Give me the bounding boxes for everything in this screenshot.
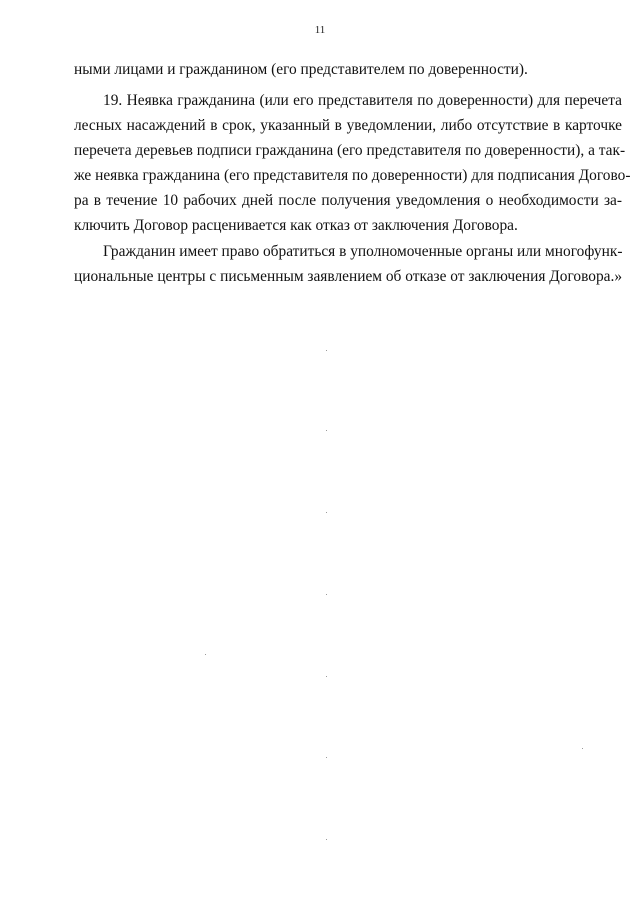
text-line: циональные центры с письменным заявлением об отказе от заключения Договора.»	[74, 268, 623, 285]
text-line: же неявка гражданина (его представителя по доверенности) для подписания Догово-	[74, 167, 631, 184]
text-line: перечета деревьев подписи гражданина (его представителя по доверенности), а так-	[74, 142, 626, 159]
scan-speck	[326, 350, 327, 351]
text-line: лесных насаждений в срок, указанный в уведомлении, либо отсутствие в карточке	[74, 117, 622, 134]
scan-speck	[205, 654, 206, 655]
text-line: Гражданин имеет право обратиться в уполномоченные органы или многофунк-	[103, 243, 623, 260]
text-line: ными лицами и гражданином (его представителем по доверенности).	[74, 61, 528, 78]
text-line: ра в течение 10 рабочих дней после получения уведомления о необходимости за-	[74, 192, 622, 209]
scan-speck	[326, 512, 327, 513]
text-line: ключить Договор расценивается как отказ от заключения Договора.	[74, 217, 518, 234]
scan-speck	[326, 757, 327, 758]
scan-speck	[582, 748, 583, 749]
scan-speck	[326, 594, 327, 595]
scan-speck	[326, 430, 327, 431]
scan-speck	[326, 839, 327, 840]
text-line: 19. Неявка гражданина (или его представителя по доверенности) для перечета	[103, 92, 622, 109]
page-number: 11	[314, 24, 326, 36]
scan-speck	[326, 676, 327, 677]
